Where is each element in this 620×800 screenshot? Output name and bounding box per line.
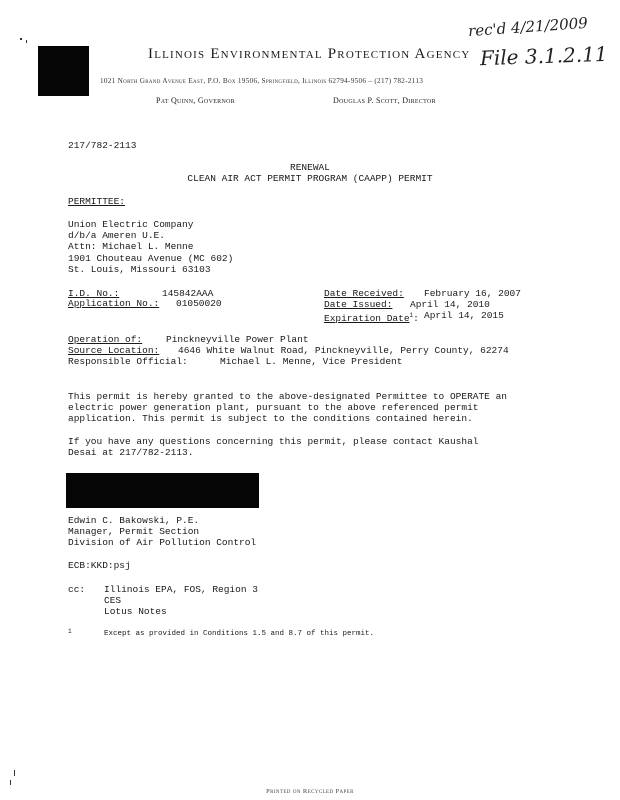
- signatory-division: Division of Air Pollution Control: [68, 537, 257, 548]
- redacted-logo: [38, 46, 89, 96]
- typist-initials: ECB:KKD:psj: [68, 560, 131, 571]
- body-paragraph-line: This permit is hereby granted to the above-designated Permittee to OPERATE an: [68, 391, 507, 402]
- scan-speck: [20, 38, 22, 40]
- permittee-label: PERMITTEE:: [68, 196, 126, 207]
- footnote-text: Except as provided in Conditions 1.5 and 8.7 of this permit.: [104, 630, 375, 638]
- body-paragraph-line: application. This permit is subject to the conditions contained herein.: [68, 413, 473, 424]
- date-issued-value: April 14, 2010: [410, 299, 490, 310]
- governor-name: Pat Quinn, Governor: [156, 96, 236, 105]
- body-paragraph-line: electric power generation plant, pursuant to the above referenced permit: [68, 402, 479, 413]
- recycled-paper-footer: Printed on Recycled Paper: [266, 788, 354, 795]
- date-received-label: Date Received:: [324, 288, 404, 299]
- expiration-date-label: Expiration Date$^1$:: [324, 312, 419, 325]
- id-number-value: 145842AAA: [162, 288, 214, 299]
- permittee-line: St. Louis, Missouri 63103: [68, 264, 211, 275]
- permittee-line: 1901 Chouteau Avenue (MC 602): [68, 253, 234, 264]
- phone-number: 217/782-2113: [68, 140, 137, 151]
- director-name: Douglas P. Scott, Director: [333, 96, 436, 105]
- operation-label: Operation of:: [68, 334, 143, 345]
- permit-title-renewal: RENEWAL: [290, 162, 330, 173]
- expiration-date-value: April 14, 2015: [424, 310, 504, 321]
- scan-speck: [26, 40, 27, 43]
- agency-name: Illinois Environmental Protection Agency: [148, 46, 471, 62]
- cc-recipient: CES: [104, 595, 122, 606]
- cc-label: cc:: [68, 584, 86, 595]
- handwritten-received-note: rec'd 4/21/2009: [467, 13, 589, 41]
- application-number-label: Application No.:: [68, 298, 160, 309]
- permittee-line: d/b/a Ameren U.E.: [68, 230, 165, 241]
- source-location-label: Source Location:: [68, 345, 160, 356]
- responsible-official-label: Responsible Official:: [68, 356, 188, 367]
- footnote-marker: 1: [68, 628, 72, 635]
- application-number-value: 01050020: [176, 298, 222, 309]
- contact-paragraph-line: If you have any questions concerning this permit, please contact Kaushal: [68, 436, 479, 447]
- agency-address: 1021 North Grand Avenue East, P.O. Box 19506, Springfield, Illinois 62794-9506 – (217) 782-2113: [100, 77, 424, 85]
- contact-paragraph-line: Desai at 217/782-2113.: [68, 447, 194, 458]
- scan-speck: [10, 780, 11, 785]
- signatory-name: Edwin C. Bakowski, P.E.: [68, 515, 200, 526]
- cc-recipient: Lotus Notes: [104, 606, 167, 617]
- permittee-line: Union Electric Company: [68, 219, 194, 230]
- permittee-line: Attn: Michael L. Menne: [68, 241, 194, 252]
- responsible-official-value: Michael L. Menne, Vice President: [220, 356, 403, 367]
- date-issued-label: Date Issued:: [324, 299, 393, 310]
- operation-value: Pinckneyville Power Plant: [166, 334, 309, 345]
- redacted-signature: [66, 473, 259, 508]
- signatory-title: Manager, Permit Section: [68, 526, 200, 537]
- scan-speck: [14, 770, 15, 776]
- cc-recipient: Illinois EPA, FOS, Region 3: [104, 584, 258, 595]
- source-location-value: 4646 White Walnut Road, Pinckneyville, Perry County, 62274: [178, 345, 509, 356]
- handwritten-file-reference: File 3.1.2.11: [479, 41, 608, 71]
- date-received-value: February 16, 2007: [424, 288, 521, 299]
- permit-title: CLEAN AIR ACT PERMIT PROGRAM (CAAPP) PERMIT: [187, 173, 433, 184]
- id-number-label: I.D. No.:: [68, 288, 120, 299]
